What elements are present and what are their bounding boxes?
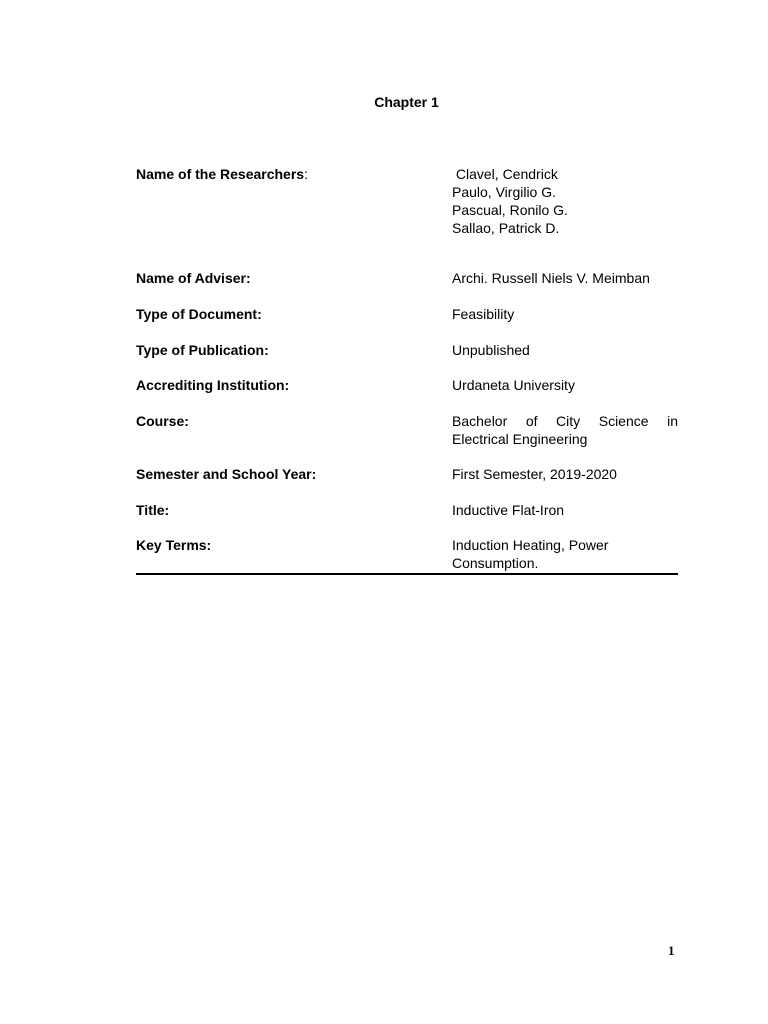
title-label: Title:: [136, 502, 170, 518]
course-line-1: Bachelor of City Science in: [452, 413, 678, 429]
adviser-value: [452, 269, 678, 287]
key-terms-line-1: Induction Heating, Power: [452, 537, 609, 553]
publication-type-value: [452, 341, 678, 359]
researcher-name: Sallao, Patrick D.: [452, 220, 560, 236]
semester-label: Semester and School Year:: [136, 466, 317, 482]
institution-label: Accrediting Institution:: [136, 377, 290, 393]
page-number: 1: [668, 943, 675, 958]
title-text: Inductive Flat-Iron: [452, 502, 565, 518]
document-type-text: Feasibility: [452, 306, 515, 322]
course-line-2: Electrical Engineering: [452, 431, 588, 447]
key-terms-value: [452, 536, 678, 572]
course-value: [452, 412, 678, 448]
chapter-heading: Chapter 1: [374, 94, 439, 110]
researchers-label: [136, 165, 308, 183]
institution-text: Urdaneta University: [452, 377, 575, 393]
course-label: Course:: [136, 413, 189, 429]
key-terms-line-2: Consumption.: [452, 555, 539, 571]
adviser-name: Archi. Russell Niels V. Meimban: [452, 270, 650, 286]
divider-rule: [136, 573, 678, 575]
researcher-name: Clavel, Cendrick: [452, 166, 558, 182]
publication-type-label: Type of Publication:: [136, 342, 269, 358]
key-terms-label: Key Terms:: [136, 537, 212, 553]
researcher-name: Paulo, Virgilio G.: [452, 184, 557, 200]
researcher-name: Pascual, Ronilo G.: [452, 202, 568, 218]
researchers-list: [452, 165, 678, 237]
title-value: [452, 501, 678, 519]
semester-value: [452, 465, 678, 483]
document-type-value: [452, 305, 678, 323]
adviser-label: Name of Adviser:: [136, 270, 251, 286]
researchers-label-colon: :: [304, 166, 308, 182]
institution-value: [452, 376, 678, 394]
document-type-label: Type of Document:: [136, 306, 262, 322]
publication-type-text: Unpublished: [452, 342, 530, 358]
semester-text: First Semester, 2019-2020: [452, 466, 617, 482]
researchers-label-text: Name of the Researchers: [136, 166, 305, 182]
